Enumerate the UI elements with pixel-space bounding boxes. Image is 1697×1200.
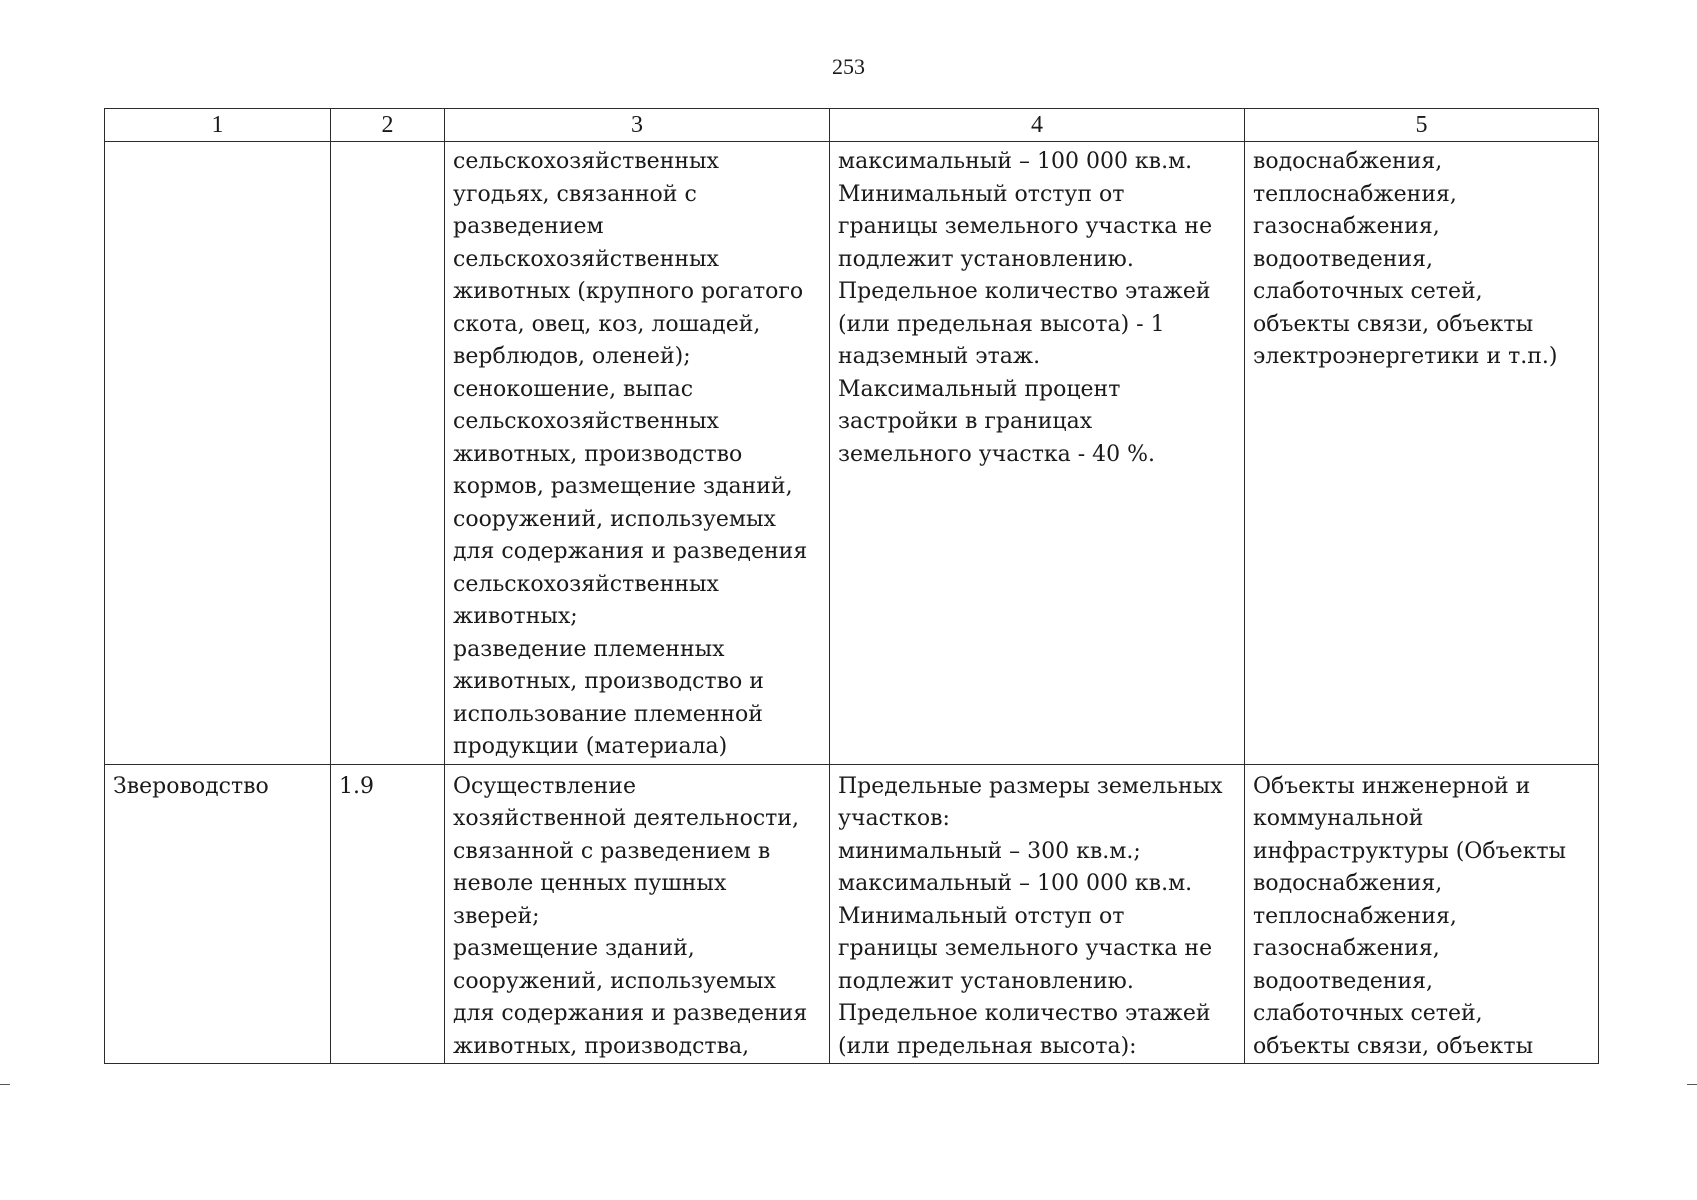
header-cell-5: 5 [1245,109,1599,142]
use-auxiliary-cell [1245,142,1599,765]
use-description-cell [445,142,830,765]
header-cell-3: 3 [445,109,830,142]
use-description-cell [445,764,830,1064]
table-row [105,764,1599,1064]
use-name-cell [105,764,331,1064]
use-code-cell [331,764,445,1064]
use-auxiliary-cell [1245,764,1599,1064]
use-parameters-cell [830,764,1245,1064]
land-use-table [104,108,1599,1064]
scan-edge-mark-right [1687,1084,1697,1085]
use-parameters-text: максимальный – 100 000 кв.м. Минимальный отступ от границы земельного участка не подлежит установлению. Предельное количество этажей (или предельная высота) - 1 надземный этаж. Максимальный процент застройки в границах земельного участка - 40 %. [838,149,1213,467]
header-cell-1: 1 [105,109,331,142]
use-description-text: Осуществление хозяйственной деятельности, связанной с разведением в неволе ценных пушных зверей; размещение зданий, сооружений, используемых для содержания и разведения животных, производства, [453,773,808,1059]
use-auxiliary-text: водоснабжения, теплоснабжения, газоснабжения, водоотведения, слаботочных сетей, объекты связи, объекты электроэнергетики и т.п.) [1253,149,1558,369]
header-cell-4: 4 [830,109,1245,142]
header-cell-2: 2 [331,109,445,142]
scan-edge-mark-left [0,1084,10,1085]
use-name-cell [105,142,331,765]
use-code-text: 1.9 [339,773,374,799]
use-code-cell [331,142,445,765]
use-name-text: Звероводство [113,773,269,799]
use-description-text: сельскохозяйственных угодьях, связанной с разведением сельскохозяйственных животных (крупного рогатого скота, овец, коз, лошадей, верблюдов, оленей); сенокошение, выпас сельскохозяйственных животных, производство кормов, размещение зданий, сооружений, используемых для содержания и разведения сельскохозяйственных животных; разведение племенных животных, производство и использование племенной продукции (материала) [453,149,808,759]
page-number: 253 [832,54,865,79]
use-parameters-cell [830,142,1245,765]
table-row [105,142,1599,765]
use-parameters-text: Предельные размеры земельных участков: минимальный – 300 кв.м.; максимальный – 100 000 кв.м. Минимальный отступ от границы земельного участка не подлежит установлению. Предельное количество этажей (или предельная высота): [838,773,1223,1059]
table-header-row [105,109,1599,142]
use-auxiliary-text: Объекты инженерной и коммунальной инфраструктуры (Объекты водоснабжения, теплоснабжения, газоснабжения, водоотведения, слаботочных сетей, объекты связи, объекты [1253,773,1567,1059]
